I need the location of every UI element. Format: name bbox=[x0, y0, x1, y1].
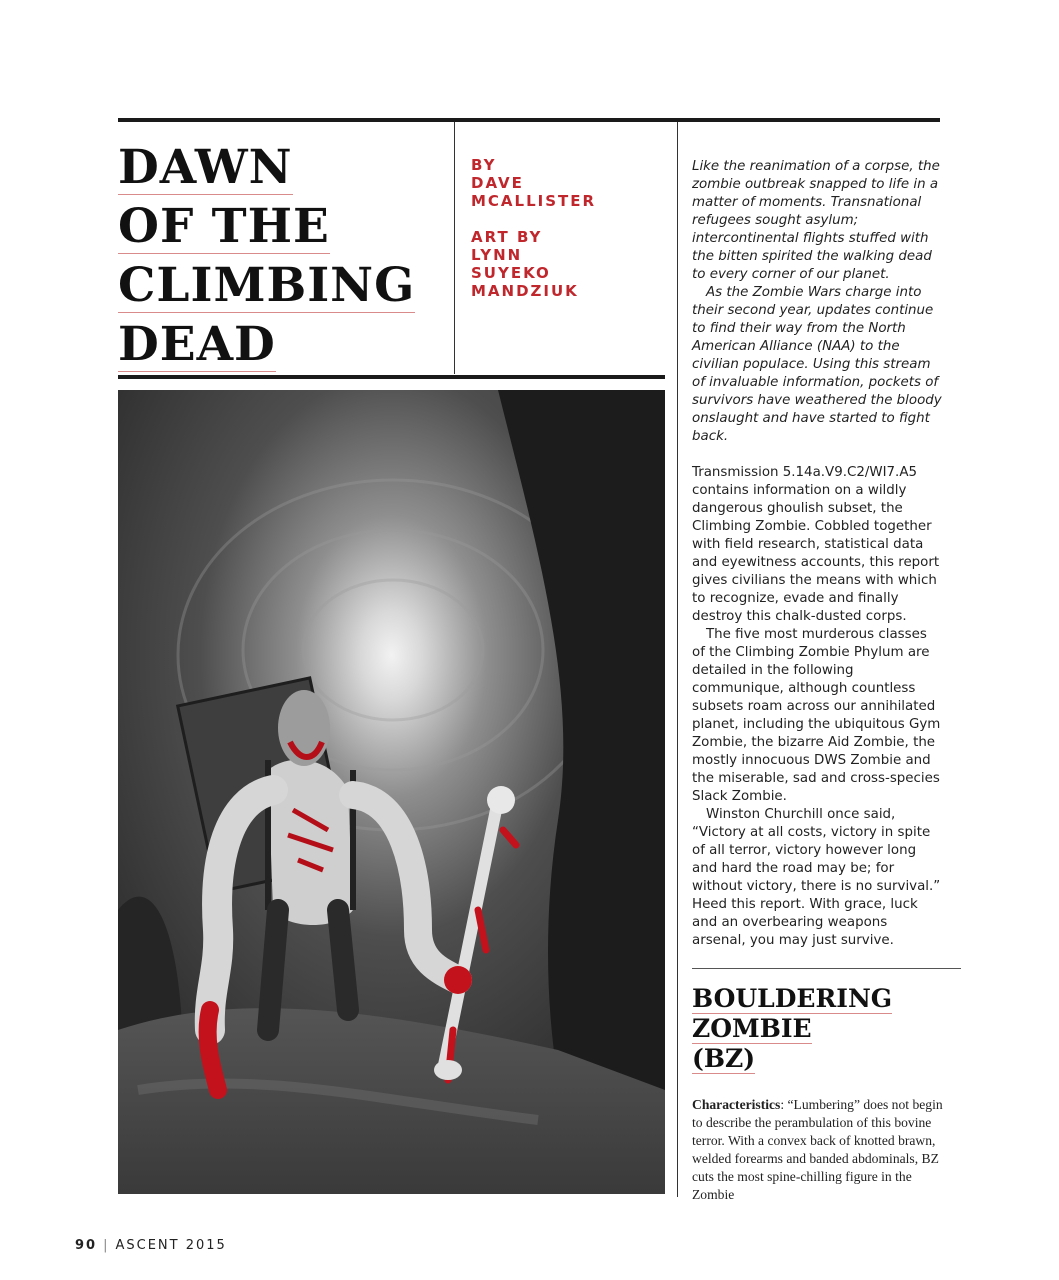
intro-paragraph-2: As the Zombie Wars charge into their second year, updates continue to find their way from the North American Alliance (NAA) to the civilian populace. Using this stream of invaluable information, pockets of survivors have weathered the bloody onslaught and have started to fight back. bbox=[692, 285, 942, 444]
title-line-4: DEAD bbox=[118, 317, 276, 372]
column-divider-2 bbox=[677, 122, 678, 1197]
author-last: MCALLISTER bbox=[471, 192, 597, 210]
characteristics-text: : “Lumbering” does not begin to describe the perambulation of this bovine terror. With a convex back of knotted brawn, welded forearms and banded abdominals, BZ cuts the most spine-chilling figure in the Zombie bbox=[692, 1097, 943, 1202]
artist-line-1: LYNN bbox=[471, 246, 523, 264]
section-rule bbox=[692, 968, 961, 969]
mid-rule bbox=[118, 375, 665, 379]
characteristics-paragraph bbox=[692, 1096, 947, 1204]
page-footer bbox=[75, 1238, 227, 1253]
publication-name: ASCENT 2015 bbox=[115, 1238, 227, 1253]
body-paragraph-3: Winston Churchill once said, “Victory at all costs, victory in spite of all terror, victory however long and hard the road may be; for without victory, there is no survival.” Heed this report. With grace, luck and an overbearing weapons arsenal, you may just survive. bbox=[692, 807, 941, 948]
column-divider-1 bbox=[454, 122, 455, 374]
artist-line-3: MANDZIUK bbox=[471, 282, 579, 300]
byline bbox=[471, 156, 661, 300]
section-title-line-2: ZOMBIE bbox=[692, 1014, 812, 1043]
top-rule bbox=[118, 118, 940, 122]
page-number: 90 bbox=[75, 1238, 98, 1253]
body-paragraph-1: Transmission 5.14a.V9.C2/WI7.A5 contains information on a wildly dangerous ghoulish subset, the Climbing Zombie. Cobbled together with field research, statistical data and eyewitness accounts, this report gives civilians the means with which to recognize, evade and finally destroy this chalk-dusted corps. bbox=[692, 465, 940, 624]
artist-line-2: SUYEKO bbox=[471, 264, 551, 282]
by-label: BY bbox=[471, 156, 497, 174]
article-body bbox=[692, 158, 942, 950]
title-line-2: OF THE bbox=[118, 199, 330, 254]
section-title-line-3: (BZ) bbox=[692, 1044, 756, 1073]
zombie-illustration bbox=[118, 390, 665, 1194]
footer-separator: | bbox=[103, 1238, 110, 1253]
body-paragraph-2: The five most murderous classes of the Climbing Zombie Phylum are detailed in the following communique, although countless subsets roam across our annihilated planet, including the ubiquitous Gym Zombie, the bizarre Aid Zombie, the mostly innocuous DWS Zombie and the miserable, sad and cross-species Slack Zombie. bbox=[692, 627, 941, 804]
author-first: DAVE bbox=[471, 174, 524, 192]
section-title bbox=[692, 984, 952, 1074]
title-line-3: CLIMBING bbox=[118, 258, 416, 313]
characteristics-label: Characteristics bbox=[692, 1097, 781, 1112]
art-by-label: ART BY bbox=[471, 228, 543, 246]
section-title-line-1: BOULDERING bbox=[692, 984, 893, 1013]
title-line-1: DAWN bbox=[118, 140, 293, 195]
article-title bbox=[118, 138, 438, 374]
intro-paragraph-1: Like the reanimation of a corpse, the zombie outbreak snapped to life in a matter of moments. Transnational refugees sought asylum; intercontinental flights stuffed with the bitten spirited the walking dead to every corner of our planet. bbox=[692, 159, 940, 282]
